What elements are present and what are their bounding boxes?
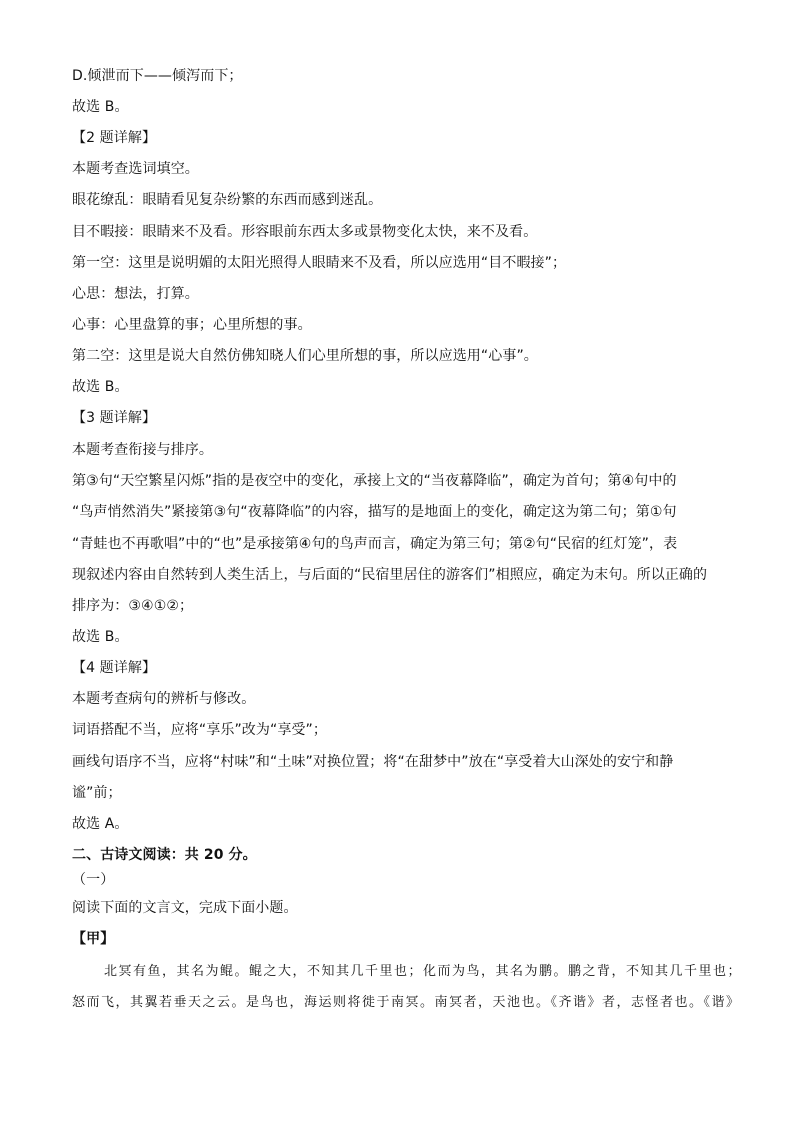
section-heading: 【4 题详解】: [72, 660, 157, 676]
text-line: 排序为：③④①②；: [72, 598, 194, 614]
subpart-label: （一）: [72, 872, 115, 888]
text-line: 心事：心里盘算的事；心里所想的事。: [72, 317, 312, 333]
text-line: 本题考查衔接与排序。: [72, 442, 213, 458]
text-line: 第③句“天空繁星闪烁”指的是夜空中的变化，承接上文的“当夜幕降临”，确定为首句；第④句中的: [72, 473, 677, 489]
text-line: 本题考查选词填空。: [72, 161, 199, 177]
text-line: “鸟声悄然消失”紧接第③句“夜幕降临”的内容，描写的是地面上的变化，确定这为第二句；第①句: [72, 504, 677, 520]
answer-line: 故选 A。: [72, 816, 129, 832]
section-heading: 【2 题详解】: [72, 130, 157, 146]
text-line: 心思：想法，打算。: [72, 286, 199, 302]
option-d-line: D.倾泄而下——倾泻而下；: [72, 68, 243, 84]
passage-label: 【甲】: [72, 931, 115, 947]
answer-line: 故选 B。: [72, 99, 129, 115]
classical-passage-line: 怒而飞，其翼若垂天之云。是鸟也，海运则将徙于南冥。南冥者，天池也。《齐谐》者，志怪者也。《谐》: [72, 995, 741, 1010]
text-line: 目不暇接：眼睛来不及看。形容眼前东西太多或景物变化太快，来不及看。: [72, 224, 538, 240]
text-line: 词语搭配不当，应将“享乐”改为“享受”；: [72, 722, 328, 738]
text-line: 眼花缭乱：眼睛看见复杂纷繁的东西而感到迷乱。: [72, 192, 383, 208]
instruction-line: 阅读下面的文言文，完成下面小题。: [72, 900, 298, 916]
text-line: 现叙述内容由自然转到人类生活上，与后面的“民宿里居住的游客们”相照应，确定为末句。所以正确的: [72, 567, 708, 583]
section-heading: 【3 题详解】: [72, 410, 157, 426]
text-line: 第一空：这里是说明媚的太阳光照得人眼睛来不及看，所以应选用“目不暇接”；: [72, 255, 567, 271]
text-line: 谧”前；: [72, 785, 122, 801]
part-heading: 二、古诗文阅读：共 20 分。: [72, 847, 257, 863]
answer-line: 故选 B。: [72, 629, 129, 645]
text-line: “青蛙也不再歌唱”中的“也”是承接第④句的鸟声而言，确定为第三句；第②句“民宿的红灯笼”，表: [72, 536, 678, 552]
classical-passage-line: 北冥有鱼，其名为鲲。鲲之大，不知其几千里也；化而为鸟，其名为鹏。鹏之背，不知其几千里也；: [104, 964, 743, 979]
text-line: 画线句语序不当，应将“村味”和“土味”对换位置；将“在甜梦中”放在“享受着大山深处的安宁和静: [72, 754, 674, 770]
text-line: 第二空：这里是说大自然仿佛知晓人们心里所想的事，所以应选用“心事”。: [72, 348, 538, 364]
text-line: 本题考查病句的辨析与修改。: [72, 691, 256, 707]
answer-line: 故选 B。: [72, 379, 129, 395]
